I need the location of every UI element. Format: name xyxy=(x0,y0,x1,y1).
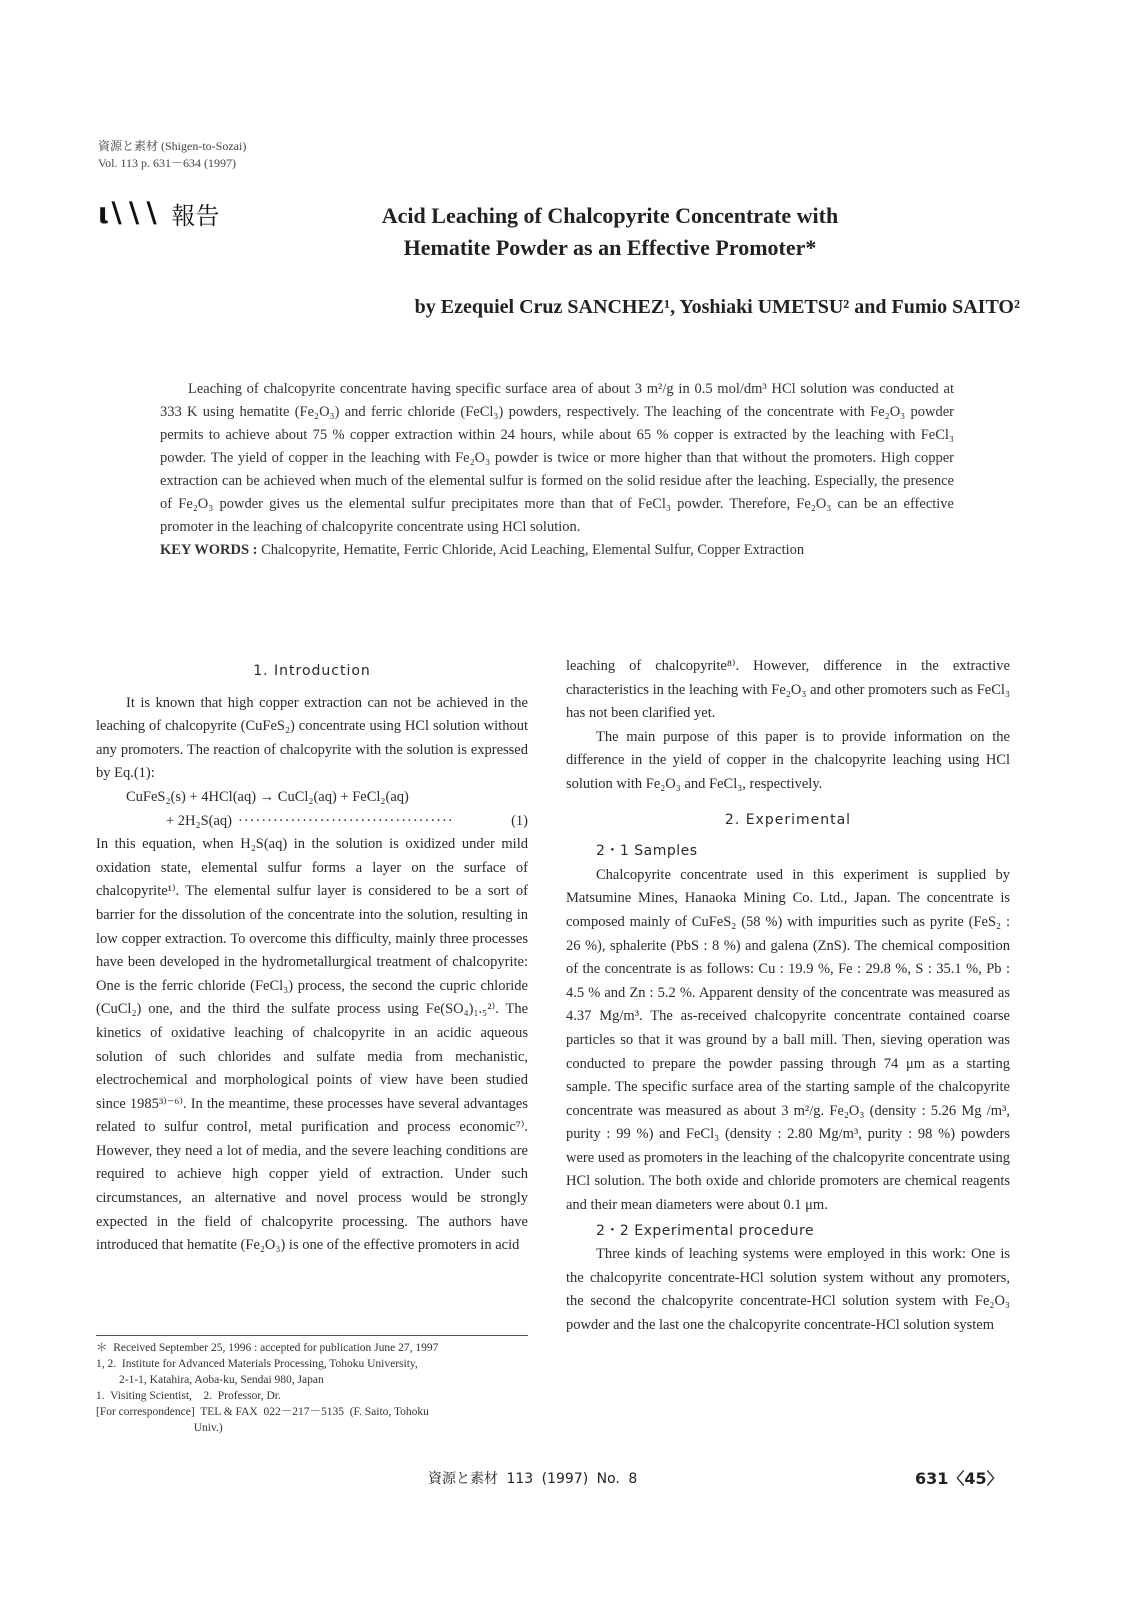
footnote-divider xyxy=(96,1335,528,1336)
title-line-1: Acid Leaching of Chalcopyrite Concentrate with xyxy=(381,203,839,228)
intro-paragraph-3: leaching of chalcopyrite⁸⁾. However, difference in the extractive characteristics in the leaching with Fe₂O₃ and other promoters such as FeCl₃ has not been clarified yet. xyxy=(566,658,1010,722)
journal-citation xyxy=(98,138,246,172)
procedure-paragraph: Three kinds of leaching systems were employed in this work: One is the chalcopyrite concentrate-HCl solution system without any promoters, the second the chalcopyrite concentrate-HCl solution system with Fe₂O₃ powder and the last one the chalcopyrite concentrate-HCl solution system xyxy=(566,1246,1010,1334)
left-column xyxy=(96,660,528,1258)
abstract-text: Leaching of chalcopyrite concentrate having specific surface area of about 3 m²/g in 0.5 mol/dm³ HCl solution was conducted at 333 K using hematite (Fe₂O₃) and ferric chloride (FeCl₃) powders, respectively. The leaching of the concentrate with Fe₂O₃ powder permits to achieve about 75 % copper extraction within 24 hours, while about 65 % copper is extracted by the leaching with FeCl₃ powder. The yield of copper in the leaching with Fe₂O₃ powder is twice or more higher than that without the promoters. High copper extraction can be achieved when much of the elemental sulfur is formed on the solid residue after the leaching. Especially, the presence of Fe₂O₃ powder gives us the elemental sulfur precipitates more than that of FeCl₃ powder. Therefore, Fe₂O₃ can be an effective promoter in the leaching of chalcopyrite concentrate using HCl solution. xyxy=(160,381,954,535)
society-logo-icon: ι∖∖∖ xyxy=(98,197,160,230)
footnote-correspondence-cont: Univ.) xyxy=(96,1422,223,1434)
abstract xyxy=(160,378,954,562)
title-line-2: Hematite Powder as an Effective Promoter* xyxy=(403,235,817,260)
author-list: by Ezequiel Cruz SANCHEZ¹, Yoshiaki UMETSU² and Fumio SAITO² xyxy=(414,296,1020,318)
journal-name: 資源と素材 (Shigen-to-Sozai) xyxy=(98,139,247,153)
subsection-heading-samples: 2・1 Samples xyxy=(596,843,698,860)
report-label: 報告 xyxy=(171,202,220,230)
equation-number: (1) xyxy=(511,812,528,829)
intro-paragraph-1: It is known that high copper extraction can not be achieved in the leaching of chalcopyrite (CuFeS₂) concentrate using HCl solution without any promoters. The reaction of chalcopyrite with the solution is expressed by Eq.(1): xyxy=(96,694,528,782)
section-heading-introduction: 1. Introduction xyxy=(253,663,371,679)
footnote-correspondence: [For correspondence] TEL & FAX 022－217－5135 (F. Saito, Tohoku xyxy=(96,1406,429,1418)
section-heading-experimental: 2. Experimental xyxy=(724,811,852,828)
journal-volume: Vol. 113 p. 631－634 (1997) xyxy=(98,156,237,170)
samples-paragraph: Chalcopyrite concentrate used in this experiment is supplied by Matsumine Mines, Hanaoka Mining Co. Ltd., Japan. The concentrate is composed mainly of CuFeS₂ (58 %) with impurities such as pyrite (FeS₂ : 26 %), sphalerite (PbS : 8 %) and galena (ZnS). The chemical composition of the concentrate is as follows: Cu : 19.9 %, Fe : 29.8 %, S : 35.1 %, Pb : 4.5 % and Zn : 5.2 %. Apparent density of the concentrate was measured as 4.37 Mg/m³. The as-received chalcopyrite concentrate contained coarse particles so that it was ground by a ball mill. Then, sieving operation was conducted to prepare the powder passing through 74 μm as a starting sample. The specific surface area of the starting sample of the chalcopyrite concentrate was measured as about 3 m²/g. Fe₂O₃ (density : 5.26 Mg /m³, purity : 99 %) and FeCl₃ (density : 2.80 Mg/m³, purity : 98 %) powders were used as promoters in the leaching of the chalcopyrite concentrate using HCl solution. The both oxide and chloride promoters are chemical reagents and their mean diameters were about 0.1 μm. xyxy=(566,866,1010,1214)
footnote-affiliation: 1, 2. Institute for Advanced Materials Processing, Tohoku University, xyxy=(96,1358,418,1370)
footnote-address: 2-1-1, Katahira, Aoba-ku, Sendai 980, Japan xyxy=(96,1374,324,1386)
footnotes xyxy=(96,1340,536,1436)
page-number: 631〈45〉 xyxy=(915,1469,1003,1488)
subsection-heading-procedure: 2・2 Experimental procedure xyxy=(596,1222,815,1239)
equation-1-line-1: CuFeS₂(s) + 4HCl(aq) → CuCl₂(aq) + FeCl₂(aq) xyxy=(126,788,409,805)
equation-1-term: + 2H₂S(aq) xyxy=(166,812,232,829)
paper-title xyxy=(330,200,890,264)
equation-leader-dots: ····································· xyxy=(238,812,454,829)
footnote-positions: 1. Visiting Scientist, 2. Professor, Dr. xyxy=(96,1390,281,1402)
report-logo xyxy=(98,196,219,231)
keywords-list: Chalcopyrite, Hematite, Ferric Chloride, Acid Leaching, Elemental Sulfur, Copper Extraction xyxy=(257,542,805,558)
footer-journal: 資源と素材 113 (1997) No. 8 xyxy=(428,1471,638,1487)
right-column xyxy=(566,655,1010,1338)
intro-paragraph-4: The main purpose of this paper is to provide information on the difference in the yield of copper in the chalcopyrite leaching using HCl solution with Fe₂O₃ and FeCl₃, respectively. xyxy=(566,728,1010,792)
footnote-received: ＊ Received September 25, 1996 : accepted for publication June 27, 1997 xyxy=(96,1342,439,1354)
keywords xyxy=(160,539,954,562)
keywords-label: KEY WORDS : xyxy=(160,542,258,558)
equation-1-line-2 xyxy=(96,810,528,834)
intro-paragraph-2: In this equation, when H₂S(aq) in the solution is oxidized under mild oxidation state, elemental sulfur forms a layer on the surface of chalcopyrite¹⁾. The elemental sulfur layer is considered to be a sort of barrier for the dissolution of the concentrate into the solution, resulting in low copper extraction. To overcome this difficulty, mainly three processes have been developed in the hydrometallurgical treatment of chalcopyrite: One is the ferric chloride (FeCl₃) process, the second the cupric chloride (CuCl₂) one, and the third the sulfate process using Fe(SO₄)₁.₅²⁾. The kinetics of oxidative leaching of chalcopyrite in an acidic aqueous solution of such chlorides and sulfate media from mechanistic, electrochemical and morphological points of view have been studied since 1985³⁾⁻⁶⁾. In the meantime, these processes have several advantages related to sulfur control, metal purification and process economic⁷⁾. However, they need a lot of media, and the severe leaching conditions are required to achieve high copper yield of extraction. Under such circumstances, an alternative and novel process would be strongly expected in the field of chalcopyrite processing. The authors have introduced that hematite (Fe₂O₃) is one of the effective promoters in acid xyxy=(96,836,528,1254)
